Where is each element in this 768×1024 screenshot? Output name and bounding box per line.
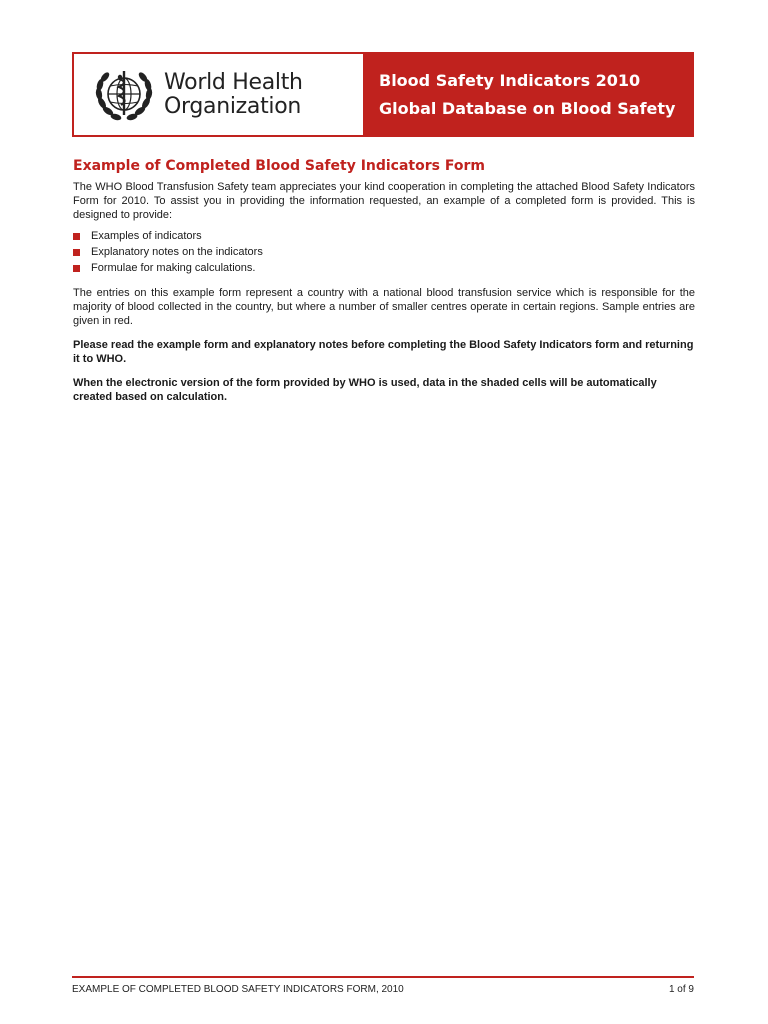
list-item-text: Formulae for making calculations. bbox=[91, 262, 256, 274]
bullet-square-icon bbox=[73, 249, 80, 256]
bullet-square-icon bbox=[73, 265, 80, 272]
who-logo bbox=[74, 54, 363, 135]
header-title-line2: Global Database on Blood Safety bbox=[379, 98, 676, 118]
description-paragraph: The entries on this example form represent a country with a national blood transfusion service which is responsible for the majority of blood collected in the country, but where a number of smaller centres operate in certain regions. Sample entries are given in red. bbox=[73, 287, 695, 327]
bullet-list bbox=[73, 228, 695, 276]
list-item-text: Examples of indicators bbox=[91, 230, 202, 242]
intro-paragraph: The WHO Blood Transfusion Safety team appreciates your kind cooperation in completing the attached Blood Safety Indicators Form for 2010. To assist you in providing the information requested, an example of a completed form is provided. This is designed to provide: bbox=[73, 181, 695, 221]
footer-document-title: EXAMPLE OF COMPLETED BLOOD SAFETY INDICATORS FORM, 2010 bbox=[72, 984, 404, 995]
main-content bbox=[73, 156, 695, 414]
bullet-square-icon bbox=[73, 233, 80, 240]
instruction-note: Please read the example form and explanatory notes before completing the Blood Safety Indicators form and returning it to WHO. bbox=[73, 339, 694, 365]
page-title: Example of Completed Blood Safety Indicators Form bbox=[73, 158, 485, 174]
electronic-form-note: When the electronic version of the form provided by WHO is used, data in the shaded cells will be automatically created based on calculation. bbox=[73, 377, 657, 403]
list-item bbox=[73, 260, 695, 276]
who-emblem-icon bbox=[92, 63, 156, 127]
org-name-line2: Organization bbox=[164, 93, 302, 119]
organization-name bbox=[164, 71, 303, 119]
header-title-band bbox=[363, 54, 692, 135]
page-footer bbox=[72, 976, 694, 995]
document-header bbox=[72, 52, 694, 137]
list-item bbox=[73, 244, 695, 260]
page-number: 1 of 9 bbox=[668, 984, 694, 995]
org-name-line1: World Health bbox=[164, 69, 303, 95]
list-item bbox=[73, 228, 695, 244]
list-item-text: Explanatory notes on the indicators bbox=[91, 246, 263, 258]
header-title-line1: Blood Safety Indicators 2010 bbox=[379, 70, 641, 90]
